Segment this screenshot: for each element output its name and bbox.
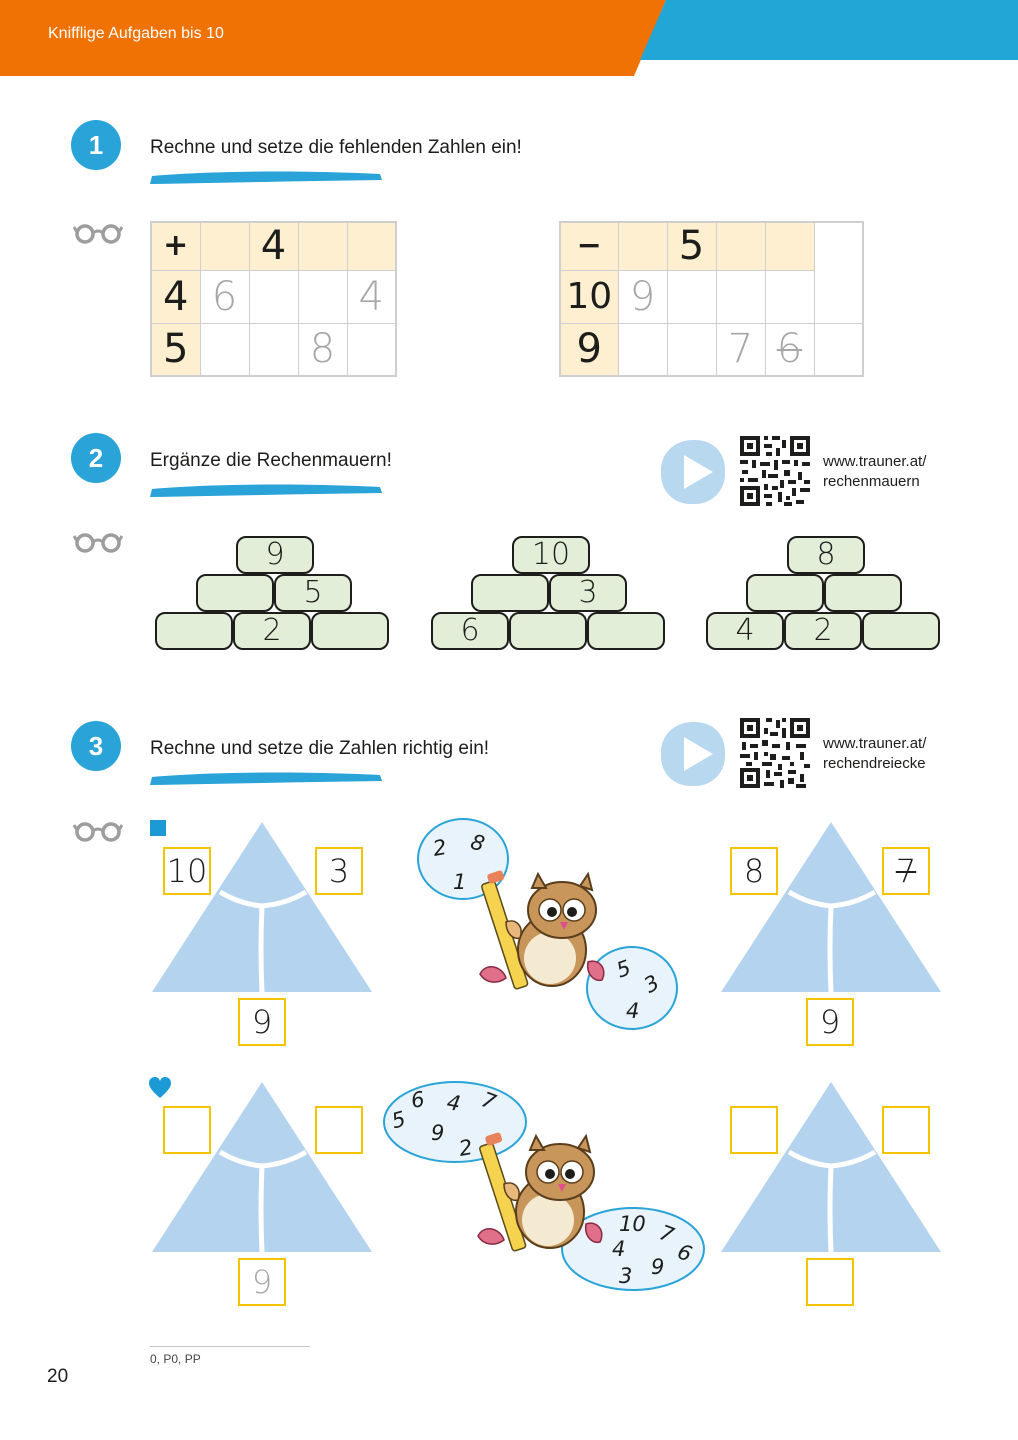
wall-brick[interactable] bbox=[587, 612, 665, 650]
wall-brick[interactable]: 4 bbox=[706, 612, 784, 650]
answer-cell[interactable]: 9 bbox=[618, 270, 667, 323]
calculation-triangle bbox=[150, 820, 374, 992]
wall-brick[interactable]: 10 bbox=[512, 536, 590, 574]
task-number-1: 1 bbox=[71, 120, 121, 170]
triangle-field[interactable]: 9 bbox=[238, 998, 286, 1046]
header-cell[interactable] bbox=[716, 222, 765, 270]
wall-brick[interactable]: 2 bbox=[233, 612, 311, 650]
triangle-field[interactable] bbox=[806, 1258, 854, 1306]
row-label: 10 bbox=[560, 270, 618, 323]
bubble-number: 8 bbox=[468, 829, 488, 857]
wall-brick[interactable]: 8 bbox=[787, 536, 865, 574]
triangle-field[interactable]: 9 bbox=[806, 998, 854, 1046]
subtraction-table bbox=[559, 221, 864, 377]
header-cell[interactable] bbox=[347, 222, 396, 270]
bubble-number: 4 bbox=[445, 1090, 463, 1116]
bubble-number: 7 bbox=[656, 1220, 678, 1248]
task-2-instruction: Ergänze die Rechenmauern! bbox=[150, 450, 392, 471]
triangle-field[interactable]: 8 bbox=[730, 847, 778, 895]
header-cell[interactable]: 5 bbox=[667, 222, 716, 270]
link-text[interactable] bbox=[823, 734, 926, 774]
triangle-field[interactable] bbox=[730, 1106, 778, 1154]
link-line[interactable]: www.trauner.at/ bbox=[823, 453, 927, 470]
answer-cell[interactable]: 6 bbox=[765, 323, 814, 376]
bubble-number: 9 bbox=[651, 1255, 665, 1279]
glasses-icon bbox=[73, 222, 123, 244]
wall-brick[interactable] bbox=[746, 574, 824, 612]
wall-brick[interactable] bbox=[311, 612, 389, 650]
answer-cell[interactable] bbox=[200, 323, 249, 376]
triangle-field[interactable] bbox=[163, 1106, 211, 1154]
answer-cell[interactable] bbox=[814, 323, 863, 376]
header-cell[interactable] bbox=[618, 222, 667, 270]
wall-brick[interactable]: 5 bbox=[274, 574, 352, 612]
link-line[interactable]: www.trauner.at/ bbox=[823, 735, 927, 752]
bubble-number: 10 bbox=[619, 1212, 646, 1236]
wall-brick[interactable]: 6 bbox=[431, 612, 509, 650]
glasses-icon bbox=[73, 531, 123, 553]
bubble-number: 3 bbox=[639, 970, 664, 998]
row-label: 9 bbox=[560, 323, 618, 376]
bubble-number: 9 bbox=[431, 1121, 445, 1145]
row-label: 4 bbox=[151, 270, 200, 323]
task-number-3: 3 bbox=[71, 721, 121, 771]
bubble-number: 4 bbox=[612, 1237, 626, 1261]
header-cell[interactable] bbox=[765, 222, 814, 270]
brush-underline bbox=[148, 769, 384, 787]
answer-cell[interactable] bbox=[765, 270, 814, 323]
triangle-field[interactable]: 3 bbox=[315, 847, 363, 895]
brush-underline bbox=[148, 168, 384, 186]
triangle-field[interactable]: 9 bbox=[238, 1258, 286, 1306]
answer-cell[interactable]: 4 bbox=[347, 270, 396, 323]
answer-cell[interactable] bbox=[667, 323, 716, 376]
calculation-triangle bbox=[719, 820, 943, 992]
task-1-instruction: Rechne und setze die fehlenden Zahlen ein! bbox=[150, 137, 522, 158]
owl-mascot-icon bbox=[474, 1128, 606, 1264]
bubble-number: 1 bbox=[453, 870, 467, 894]
link-text[interactable] bbox=[823, 452, 926, 492]
answer-cell[interactable]: 6 bbox=[200, 270, 249, 323]
answer-cell[interactable]: 7 bbox=[716, 323, 765, 376]
wall-brick[interactable] bbox=[824, 574, 902, 612]
wall-brick[interactable]: 3 bbox=[549, 574, 627, 612]
operator-cell: + bbox=[151, 222, 200, 270]
operator-cell: − bbox=[560, 222, 618, 270]
owl-mascot-icon bbox=[476, 866, 608, 1002]
triangle-field[interactable]: 10 bbox=[163, 847, 211, 895]
link-line[interactable]: rechenmauern bbox=[823, 473, 920, 490]
bubble-number: 7 bbox=[478, 1087, 500, 1115]
brush-underline bbox=[148, 481, 384, 499]
task-3-instruction: Rechne und setze die Zahlen richtig ein! bbox=[150, 738, 490, 759]
triangle-field[interactable] bbox=[315, 1106, 363, 1154]
answer-cell[interactable] bbox=[298, 270, 347, 323]
task-number-2: 2 bbox=[71, 433, 121, 483]
wall-brick[interactable] bbox=[196, 574, 274, 612]
header-cell[interactable]: 4 bbox=[249, 222, 298, 270]
bubble-number: 2 bbox=[431, 835, 449, 861]
header-title: Knifflige Aufgaben bis 10 bbox=[48, 25, 224, 42]
link-line[interactable]: rechendreiecke bbox=[823, 755, 926, 772]
glasses-icon bbox=[73, 820, 123, 842]
bubble-number: 6 bbox=[674, 1239, 696, 1267]
wall-brick[interactable] bbox=[509, 612, 587, 650]
bubble-number: 6 bbox=[409, 1087, 427, 1113]
page-number: 20 bbox=[47, 1366, 69, 1387]
row-label: 5 bbox=[151, 323, 200, 376]
answer-cell[interactable] bbox=[716, 270, 765, 323]
bubble-number: 3 bbox=[619, 1264, 633, 1288]
play-icon[interactable] bbox=[659, 438, 727, 506]
bubble-number: 2 bbox=[457, 1135, 475, 1161]
triangle-field[interactable] bbox=[882, 1106, 930, 1154]
addition-table bbox=[150, 221, 397, 377]
qr-code-icon[interactable] bbox=[738, 716, 812, 790]
triangle-field[interactable]: 7 bbox=[882, 847, 930, 895]
bubble-number: 5 bbox=[389, 1106, 409, 1134]
bubble-number: 4 bbox=[626, 999, 640, 1023]
qr-code-icon[interactable] bbox=[738, 434, 812, 508]
answer-cell[interactable] bbox=[347, 323, 396, 376]
answer-cell[interactable] bbox=[667, 270, 716, 323]
footer-divider bbox=[150, 1346, 310, 1347]
header-cell[interactable] bbox=[298, 222, 347, 270]
wall-brick[interactable]: 2 bbox=[784, 612, 862, 650]
answer-cell[interactable] bbox=[249, 270, 298, 323]
answer-cell[interactable]: 8 bbox=[298, 323, 347, 376]
answer-cell[interactable] bbox=[618, 323, 667, 376]
header-cell[interactable] bbox=[200, 222, 249, 270]
answer-cell[interactable] bbox=[249, 323, 298, 376]
wall-brick[interactable] bbox=[471, 574, 549, 612]
bubble-number: 5 bbox=[613, 955, 635, 983]
play-icon[interactable] bbox=[659, 720, 727, 788]
wall-brick[interactable] bbox=[862, 612, 940, 650]
wall-brick[interactable]: 9 bbox=[236, 536, 314, 574]
footer-code: 0, P0, PP bbox=[150, 1352, 201, 1366]
wall-brick[interactable] bbox=[155, 612, 233, 650]
